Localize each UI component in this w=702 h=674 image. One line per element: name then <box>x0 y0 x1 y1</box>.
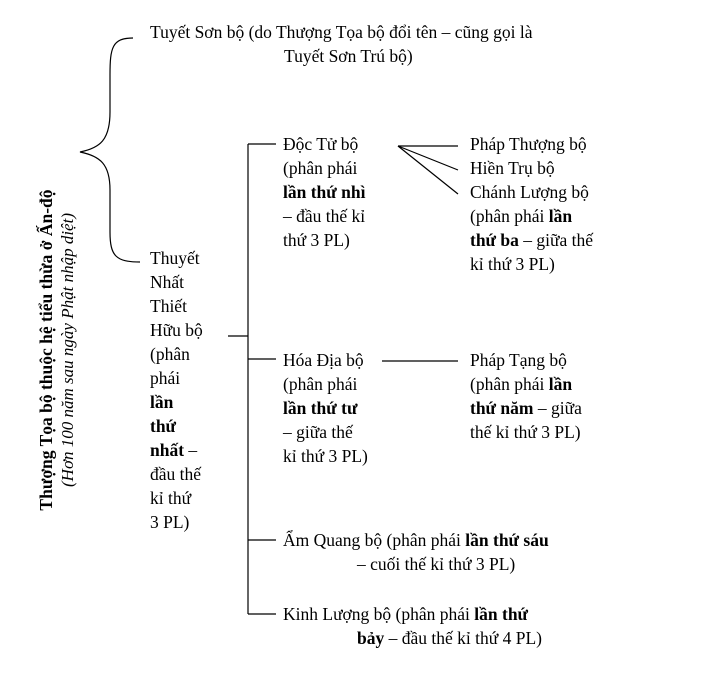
phap-tang-node <box>470 348 582 444</box>
am-quang-bold: lần thứ sáu <box>465 530 549 550</box>
nhat-thiet-b1: lần <box>150 392 174 412</box>
chanh-luong-bo: Chánh Lượng bộ <box>470 182 589 202</box>
kinh-luong-b2: bảy <box>357 628 385 648</box>
fan-chanh-luong <box>398 146 458 194</box>
nhat-thiet-l2: Nhất <box>150 272 185 292</box>
root-label <box>36 50 78 650</box>
phap-tang-b1: lần <box>548 374 573 394</box>
nhat-thiet-node <box>150 246 203 534</box>
am-quang-node <box>283 528 549 552</box>
doc-tu-name: Độc Tử bộ <box>283 134 359 154</box>
nhat-thiet-b2: thứ <box>150 416 177 436</box>
doc-tu-node <box>283 132 365 252</box>
phap-tang-name: Pháp Tạng bộ <box>470 350 567 370</box>
hien-tru-bo: Hiền Trụ bộ <box>470 158 555 178</box>
tuyet-son-line1: Tuyết Sơn bộ (do Thượng Tọa bộ đổi tên – cũng gọi là <box>150 22 533 42</box>
root-brace <box>80 38 140 262</box>
root-title: Thượng Tọa bộ thuộc hệ tiểu thừa ở Ấn-độ <box>36 189 56 511</box>
doc-tu-bold: lần thứ nhì <box>283 182 366 202</box>
nhat-thiet-l5: (phân <box>150 344 190 364</box>
hoa-dia-l4: – giữa thế <box>283 422 353 442</box>
nhat-thiet-l7: – <box>184 440 198 460</box>
nhat-thiet-l3: Thiết <box>150 296 187 316</box>
doc-tu-l4: – đầu thế kỉ <box>283 206 366 226</box>
doc-tu-children <box>470 132 593 276</box>
nhat-thiet-l9: kỉ thứ <box>150 488 192 508</box>
nhat-thiet-l4: Hữu bộ <box>150 320 203 340</box>
doc-tu-children-nb2: thứ ba <box>470 230 519 250</box>
kinh-luong-node <box>283 602 528 626</box>
root-subtitle: (Hơn 100 năm sau ngày Phật nhập diệt) <box>58 213 77 487</box>
doc-tu-children-n1: (phân phái <box>470 206 549 226</box>
tuyet-son-line2: Tuyết Sơn Trú bộ) <box>284 46 413 66</box>
doc-tu-l5: thứ 3 PL) <box>283 230 350 250</box>
nhat-thiet-l6: phái <box>150 368 181 388</box>
hoa-dia-bold: lần thứ tư <box>283 398 358 418</box>
hoa-dia-name: Hóa Địa bộ <box>283 350 364 370</box>
kinh-luong-line2-wrap <box>357 626 542 650</box>
am-quang-line2: – cuối thế kỉ thứ 3 PL) <box>357 554 516 574</box>
nhat-thiet-l1: Thuyết <box>150 248 200 268</box>
kinh-luong-line2: – đầu thế kỉ thứ 4 PL) <box>384 628 542 648</box>
phap-tang-l2: (phân phái <box>470 374 549 394</box>
kinh-luong-pre: Kinh Lượng bộ (phân phái <box>283 604 475 624</box>
phap-tang-l4: thế kỉ thứ 3 PL) <box>470 422 581 442</box>
hoa-dia-l5: kỉ thứ 3 PL) <box>283 446 368 466</box>
nhat-thiet-b3: nhất <box>150 440 185 460</box>
doc-tu-children-n3: kỉ thứ 3 PL) <box>470 254 555 274</box>
doc-tu-l2: (phân phái <box>283 158 358 178</box>
doc-tu-children-nb1: lần <box>548 206 573 226</box>
hoa-dia-node <box>283 348 368 468</box>
am-quang-pre: Ẩm Quang bộ (phân phái <box>283 530 466 550</box>
nhat-thiet-l8: đầu thế <box>150 464 202 484</box>
fan-hien-tru <box>398 146 458 170</box>
nhat-thiet-l10: 3 PL) <box>150 512 190 532</box>
doc-tu-children-n2: – giữa thế <box>518 230 594 250</box>
phap-tang-l3: – giữa <box>533 398 582 418</box>
phap-thuong-bo: Pháp Thượng bộ <box>470 134 587 154</box>
phap-tang-b2: thứ năm <box>470 398 534 418</box>
kinh-luong-b1: lần thứ <box>474 604 529 624</box>
hoa-dia-l2: (phân phái <box>283 374 358 394</box>
